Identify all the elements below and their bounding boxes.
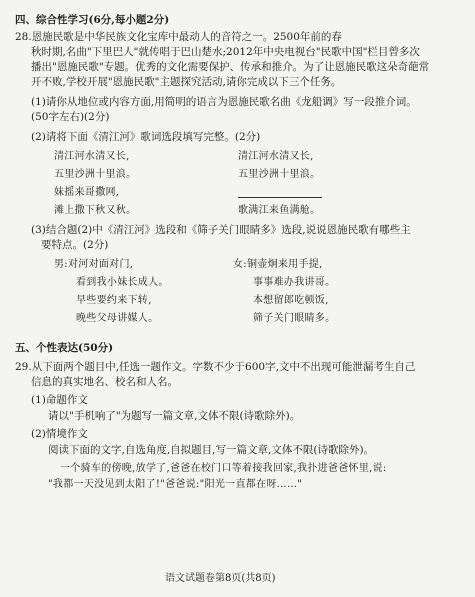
option2-text: 阅读下面的文字,自选角度,自拟题目,写一篇文章,文体不限(诗歌除外)。	[48, 444, 375, 456]
q28-intro-line: 开不败,学校开展"恩施民歌"主题探究活动,请你完成以下三个任务。	[31, 76, 342, 88]
q28-intro-line: 播出"恩施民歌"专题。优秀的文化需要保护、传承和推介。为了让恩施民歌这朵奇葩常	[31, 61, 430, 73]
option2-title: (2)情境作文	[31, 428, 88, 440]
dialog-female-line: 筛子关门眼睛多。	[253, 313, 336, 324]
lyric-right: 清江河水清又长,	[238, 151, 314, 162]
q28-3-prompt: (3)结合题(2)中《清江河》选段和《筛子关门眼睛多》选段,说说恩施民歌有哪些主	[31, 224, 411, 236]
dialog-male-line: 男:对河对面对门,	[54, 259, 134, 270]
dialog-male-line: 晚些父母讲媒人。	[76, 313, 159, 324]
section-five-title: 五、个性表达(50分)	[15, 342, 114, 354]
lyric-left: 清江河水清又长,	[54, 151, 130, 162]
option1-text: 请以"手机响了"为题写一篇文章,文体不限(诗歌除外)。	[48, 410, 301, 422]
dialog-female-line: 本想留郎吃顿饭,	[253, 295, 329, 306]
passage-line: 一个骑车的傍晚,放学了,爸爸在校门口等着接我回家,我扑进爸爸怀里,说:	[60, 463, 387, 474]
passage-line: "我都一天没见到太阳了!"爸爸说:"阳光一直都在呀……"	[48, 479, 303, 490]
dialog-female-line: 女:铜壶炯来用手提,	[233, 259, 323, 270]
q29-prompt: 29.从下面两个题目中,任选一题作文。字数不少于600字,文中不出现可能泄漏考生自己	[15, 361, 416, 373]
lyric-right: 五里沙洲十里浪。	[238, 169, 321, 180]
dialog-male-line: 看到我小妹长成人。	[76, 277, 169, 288]
lyric-left: 妹摇来哥撒网,	[54, 187, 120, 198]
q28-intro-line: 秋时期,名曲"下里巴人"就传唱于巴山楚水;2012年中央电视台"民歌中国"栏目曾多次	[31, 46, 420, 58]
section-four-title: 四、综合性学习(6分,每小题2分)	[15, 14, 170, 26]
q28-1-prompt: (1)请你从地位或内容方面,用简明的语言为恩施民歌名曲《龙船调》写一段推介词。	[31, 96, 417, 108]
lyric-answer-blank[interactable]	[238, 197, 322, 198]
lyric-right: 歌满江来鱼满舱。	[238, 205, 321, 216]
q28-2-prompt: (2)请将下面《清江河》歌词选段填写完整。(2分)	[31, 131, 261, 143]
lyric-left: 五里沙洲十里浪。	[54, 169, 137, 180]
lyric-left: 滩上撒下秋又秋。	[54, 205, 137, 216]
q29-prompt-cont: 信息的真实地名、校名和人名。	[31, 376, 178, 388]
option1-title: (1)命题作文	[31, 394, 88, 406]
q28-intro-line: 28.恩施民歌是中华民族文化宝库中最动人的音符之一。2500年前的春	[15, 31, 342, 43]
dialog-female-line: 事事难办我讲哥。	[253, 277, 336, 288]
dialog-male-line: 早些要约来下转,	[76, 295, 152, 306]
page-footer: 语文试题卷第8页(共8页)	[165, 573, 276, 584]
q28-3-prompt-cont: 要特点。(2分)	[41, 239, 109, 251]
q28-1-prompt-cont: (50字左右)(2分)	[31, 111, 110, 123]
